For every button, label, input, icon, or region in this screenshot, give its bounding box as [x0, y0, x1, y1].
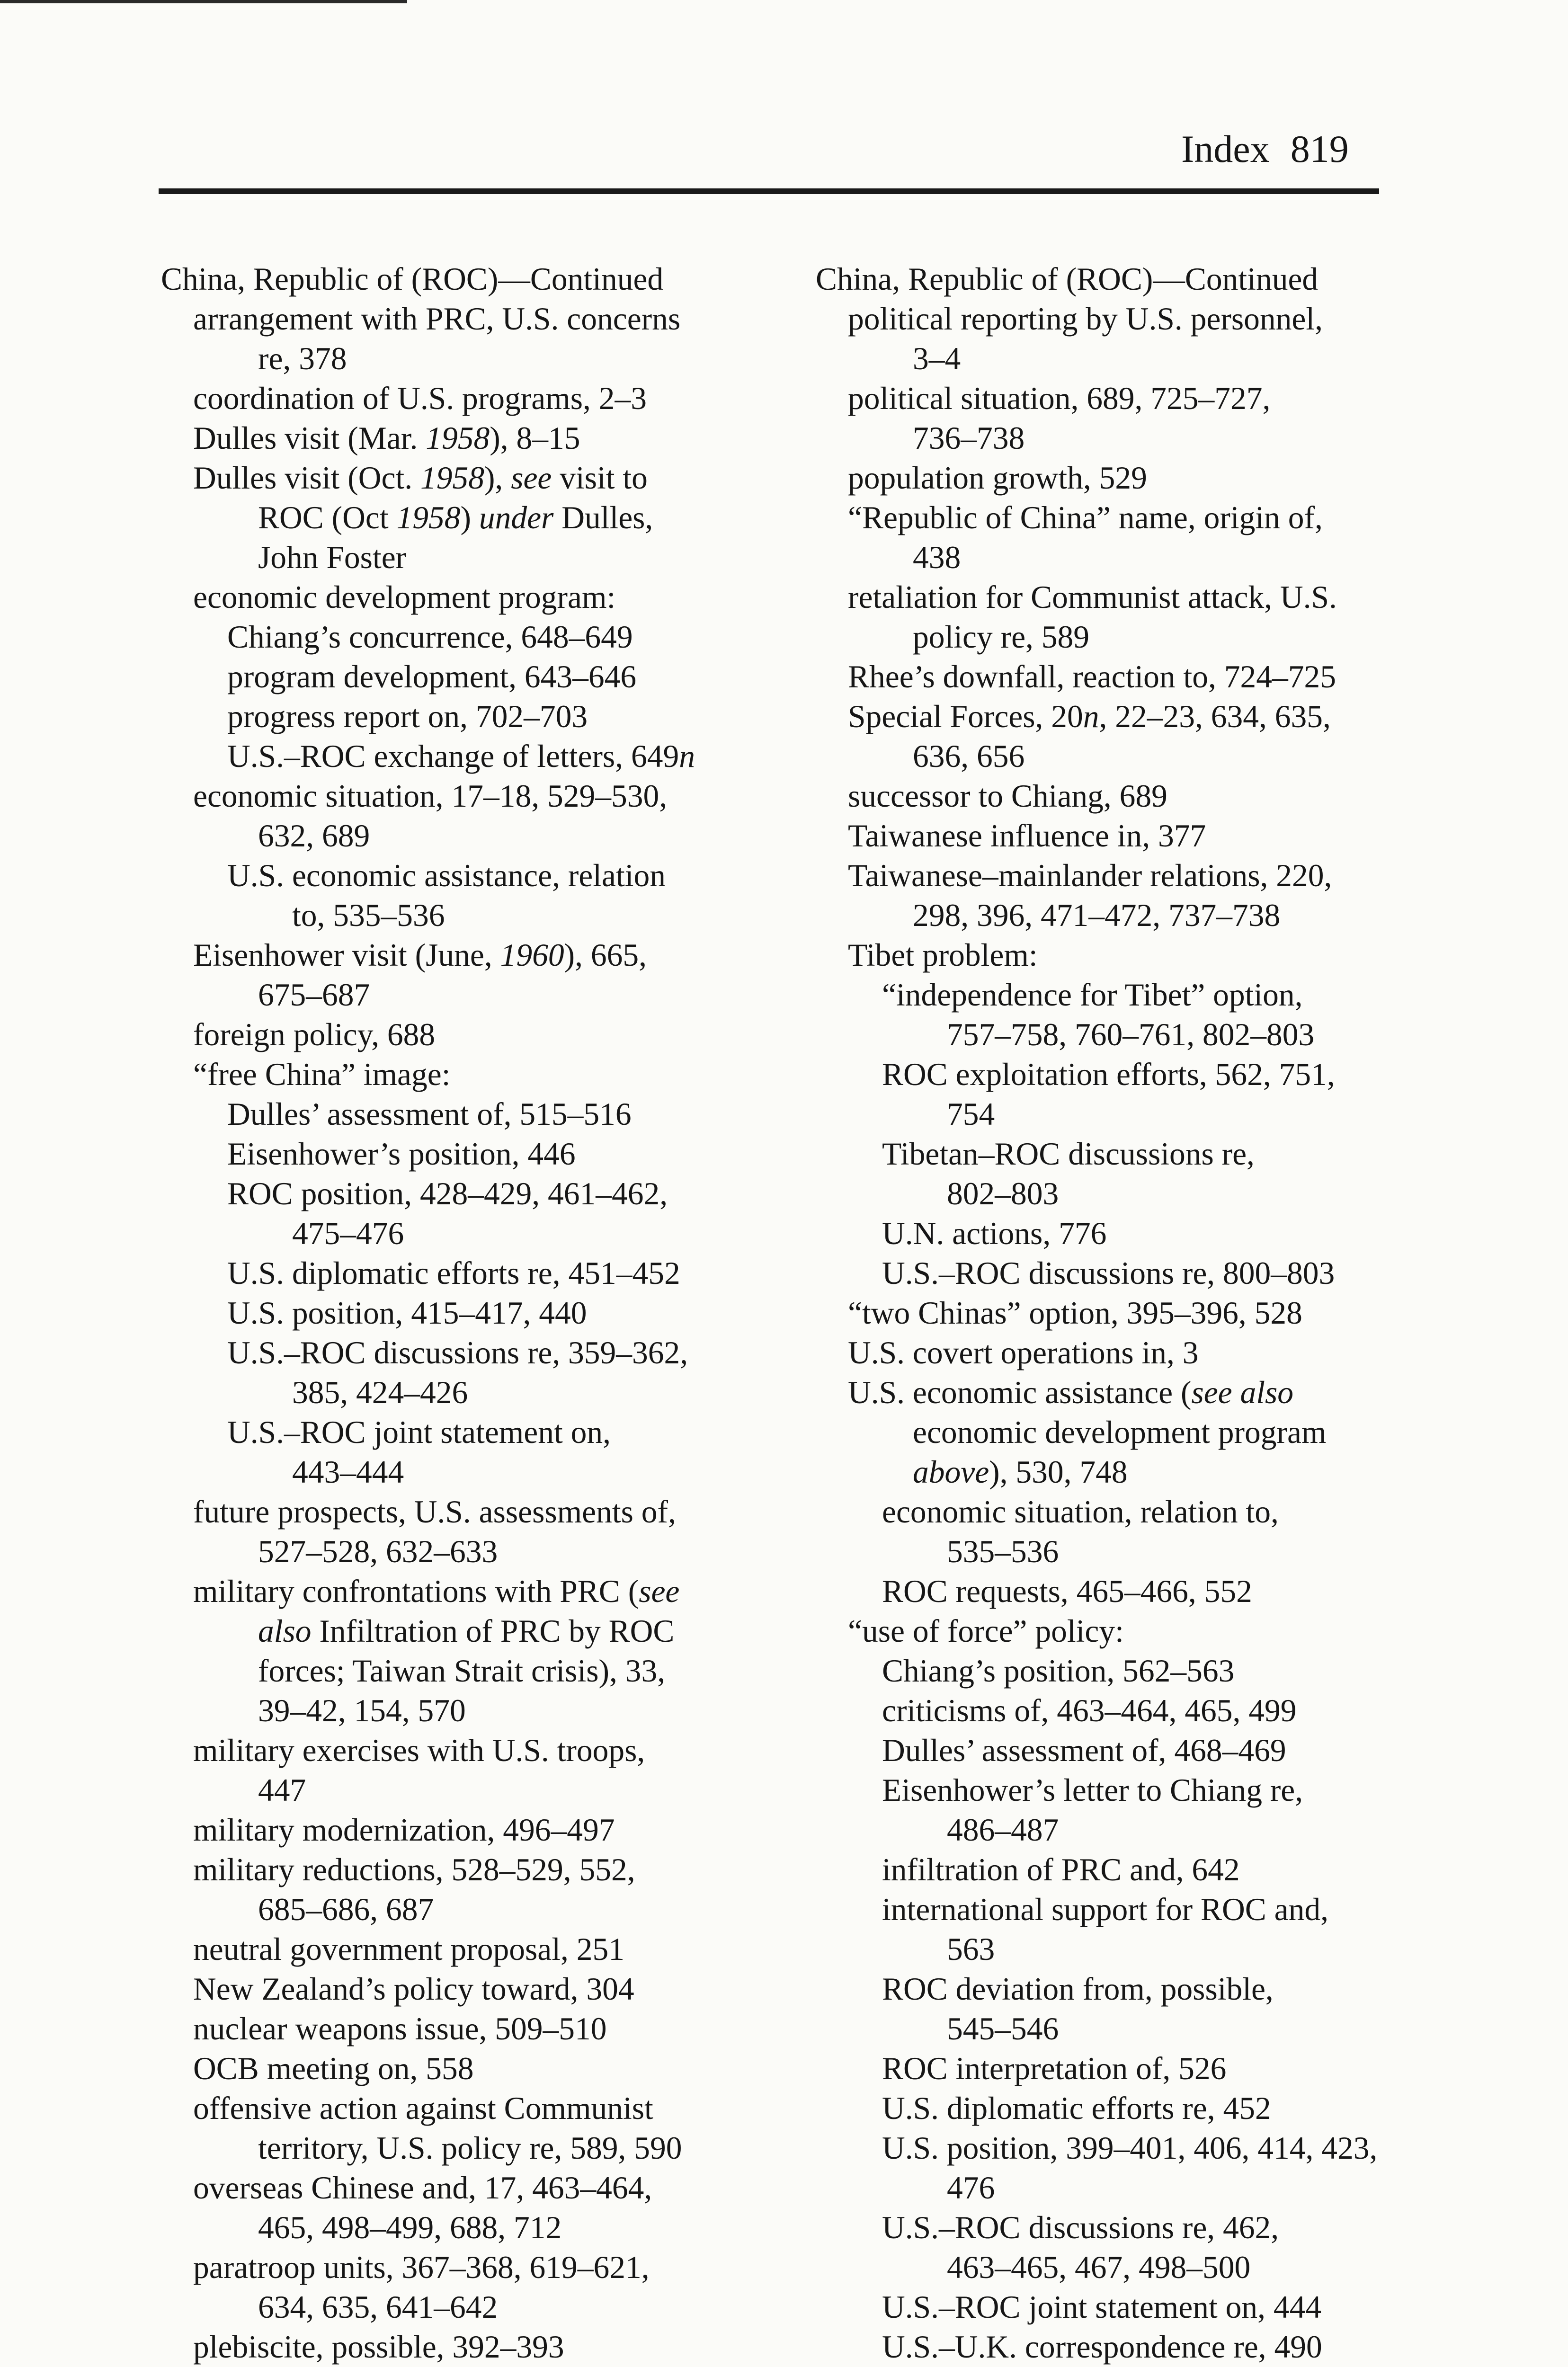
index-entry: U.S.–ROC joint statement on,	[227, 1415, 611, 1450]
index-column-left	[161, 259, 776, 2367]
index-entry: Eisenhower’s letter to Chiang re,	[882, 1772, 1303, 1808]
index-entry-continuation: 527–528, 632–633	[258, 1534, 498, 1569]
index-entry: arrangement with PRC, U.S. concerns	[193, 301, 681, 337]
index-entry: Dulles visit (Mar. 1958), 8–15	[193, 420, 580, 456]
index-entry-continuation: 632, 689	[258, 818, 370, 854]
index-entry-continuation: 545–546	[947, 2011, 1059, 2047]
index-entry: Dulles’ assessment of, 468–469	[882, 1733, 1286, 1768]
index-entry-continuation: 385, 424–426	[292, 1375, 468, 1410]
index-entry: military reductions, 528–529, 552,	[193, 1852, 635, 1887]
index-entry: U.S.–U.K. correspondence re, 490	[882, 2329, 1322, 2365]
index-entry: U.S. covert operations in, 3	[848, 1335, 1199, 1370]
index-entry-continuation: 685–686, 687	[258, 1892, 434, 1927]
index-entry: infiltration of PRC and, 642	[882, 1852, 1240, 1887]
top-edge-line	[0, 0, 407, 3]
index-entry: progress report on, 702–703	[227, 699, 588, 734]
index-entry-continuation: 563	[947, 1931, 995, 1967]
index-entry-continuation: above), 530, 748	[913, 1454, 1128, 1490]
index-entry: program development, 643–646	[227, 659, 637, 694]
index-entry: U.S. position, 399–401, 406, 414, 423,	[882, 2130, 1378, 2166]
index-entry-continuation: 636, 656	[913, 739, 1025, 774]
index-entry-continuation: 465, 498–499, 688, 712	[258, 2210, 562, 2245]
index-entry: Dulles’ assessment of, 515–516	[227, 1096, 632, 1132]
index-entry: U.S. economic assistance, relation	[227, 858, 666, 893]
index-entry-continuation: 39–42, 154, 570	[258, 1693, 466, 1728]
index-entry-continuation: 757–758, 760–761, 802–803	[947, 1017, 1315, 1052]
index-entry-continuation: ROC (Oct 1958) under Dulles,	[258, 500, 653, 535]
index-entry-continuation: 675–687	[258, 977, 370, 1013]
index-entry: New Zealand’s policy toward, 304	[193, 1971, 634, 2007]
index-entry-continuation: 802–803	[947, 1176, 1059, 1211]
index-entry: “Republic of China” name, origin of,	[848, 500, 1323, 535]
index-entry: U.S. economic assistance (see also	[848, 1375, 1294, 1410]
index-entry: military confrontations with PRC (see	[193, 1574, 680, 1609]
index-heading: China, Republic of (ROC)—Continued	[161, 261, 664, 297]
index-entry: Taiwanese–mainlander relations, 220,	[848, 858, 1332, 893]
index-entry: foreign policy, 688	[193, 1017, 436, 1052]
index-entry: “use of force” policy:	[848, 1613, 1124, 1649]
index-entry-continuation: economic development program	[913, 1415, 1327, 1450]
index-entry: military modernization, 496–497	[193, 1812, 615, 1848]
index-entry: paratroop units, 367–368, 619–621,	[193, 2250, 650, 2285]
index-entry-continuation: 476	[947, 2170, 995, 2206]
index-entry: ROC position, 428–429, 461–462,	[227, 1176, 668, 1211]
index-entry: overseas Chinese and, 17, 463–464,	[193, 2170, 652, 2206]
index-entry-continuation: 475–476	[292, 1216, 404, 1251]
index-heading: China, Republic of (ROC)—Continued	[816, 261, 1319, 297]
header-rule	[159, 188, 1379, 194]
index-entry: U.S. diplomatic efforts re, 452	[882, 2091, 1271, 2126]
index-entry: political reporting by U.S. personnel,	[848, 301, 1323, 337]
index-entry: “two Chinas” option, 395–396, 528	[848, 1295, 1302, 1331]
index-entry-continuation: policy re, 589	[913, 619, 1090, 655]
index-entry: Chiang’s position, 562–563	[882, 1653, 1235, 1689]
index-entry: ROC exploitation efforts, 562, 751,	[882, 1057, 1335, 1092]
page-number: 819	[1290, 127, 1349, 170]
index-entry: political situation, 689, 725–727,	[848, 381, 1271, 416]
index-entry: economic situation, 17–18, 529–530,	[193, 778, 668, 814]
index-entry: “free China” image:	[193, 1057, 451, 1092]
index-entry-continuation: 443–444	[292, 1454, 404, 1490]
index-entry: Special Forces, 20n, 22–23, 634, 635,	[848, 699, 1331, 734]
index-entry: population growth, 529	[848, 460, 1147, 496]
index-entry: Taiwanese influence in, 377	[848, 818, 1206, 854]
index-entry-continuation: 754	[947, 1096, 995, 1132]
index-entry: ROC interpretation of, 526	[882, 2051, 1227, 2086]
index-entry-continuation: 736–738	[913, 420, 1025, 456]
index-entry: successor to Chiang, 689	[848, 778, 1167, 814]
index-entry: U.S.–ROC exchange of letters, 649n	[227, 739, 695, 774]
index-entry: international support for ROC and,	[882, 1892, 1328, 1927]
index-entry-continuation: 535–536	[947, 1534, 1059, 1569]
index-entry-continuation: 438	[913, 540, 961, 575]
index-entry: Tibetan–ROC discussions re,	[882, 1136, 1255, 1172]
index-entry: coordination of U.S. programs, 2–3	[193, 381, 647, 416]
index-entry-continuation: to, 535–536	[292, 898, 445, 933]
index-entry: U.S.–ROC joint statement on, 444	[882, 2289, 1322, 2325]
index-entry-continuation: 486–487	[947, 1812, 1059, 1848]
index-entry: criticisms of, 463–464, 465, 499	[882, 1693, 1297, 1728]
index-entry-continuation: territory, U.S. policy re, 589, 590	[258, 2130, 682, 2166]
index-entry: U.S.–ROC discussions re, 462,	[882, 2210, 1279, 2245]
index-entry: military exercises with U.S. troops,	[193, 1733, 645, 1768]
index-entry-continuation: 298, 396, 471–472, 737–738	[913, 898, 1281, 933]
index-entry: future prospects, U.S. assessments of,	[193, 1494, 676, 1530]
running-header	[1181, 127, 1349, 171]
index-entry: U.S.–ROC discussions re, 359–362,	[227, 1335, 688, 1370]
header-title: Index	[1181, 127, 1270, 170]
index-column-right	[816, 259, 1412, 2367]
index-entry: “independence for Tibet” option,	[882, 977, 1303, 1013]
index-entry: neutral government proposal, 251	[193, 1931, 625, 1967]
index-entry-continuation: 634, 635, 641–642	[258, 2289, 498, 2325]
index-entry-continuation: 447	[258, 1772, 306, 1808]
index-entry: Eisenhower visit (June, 1960), 665,	[193, 937, 647, 973]
index-entry: Dulles visit (Oct. 1958), see visit to	[193, 460, 648, 496]
index-entry: ROC deviation from, possible,	[882, 1971, 1274, 2007]
index-entry: OCB meeting on, 558	[193, 2051, 474, 2086]
index-entry: U.S. diplomatic efforts re, 451–452	[227, 1255, 680, 1291]
index-entry: economic development program:	[193, 579, 616, 615]
index-entry-continuation: forces; Taiwan Strait crisis), 33,	[258, 1653, 666, 1689]
index-entry-continuation: also Infiltration of PRC by ROC	[258, 1613, 675, 1649]
index-entry: economic situation, relation to,	[882, 1494, 1279, 1530]
index-entry: U.S.–ROC discussions re, 800–803	[882, 1255, 1335, 1291]
index-entry: offensive action against Communist	[193, 2091, 653, 2126]
index-entry: Tibet problem:	[848, 937, 1038, 973]
index-entry: Chiang’s concurrence, 648–649	[227, 619, 633, 655]
index-entry: U.N. actions, 776	[882, 1216, 1107, 1251]
index-entry: plebiscite, possible, 392–393	[193, 2329, 564, 2365]
index-entry: Rhee’s downfall, reaction to, 724–725	[848, 659, 1336, 694]
index-entry: ROC requests, 465–466, 552	[882, 1574, 1252, 1609]
index-entry: U.S. position, 415–417, 440	[227, 1295, 587, 1331]
index-entry-continuation: John Foster	[258, 540, 407, 575]
index-entry-continuation: 3–4	[913, 341, 961, 376]
index-entry: nuclear weapons issue, 509–510	[193, 2011, 607, 2047]
index-entry: Eisenhower’s position, 446	[227, 1136, 576, 1172]
index-entry: retaliation for Communist attack, U.S.	[848, 579, 1337, 615]
index-entry-continuation: re, 378	[258, 341, 347, 376]
index-entry-continuation: 463–465, 467, 498–500	[947, 2250, 1251, 2285]
